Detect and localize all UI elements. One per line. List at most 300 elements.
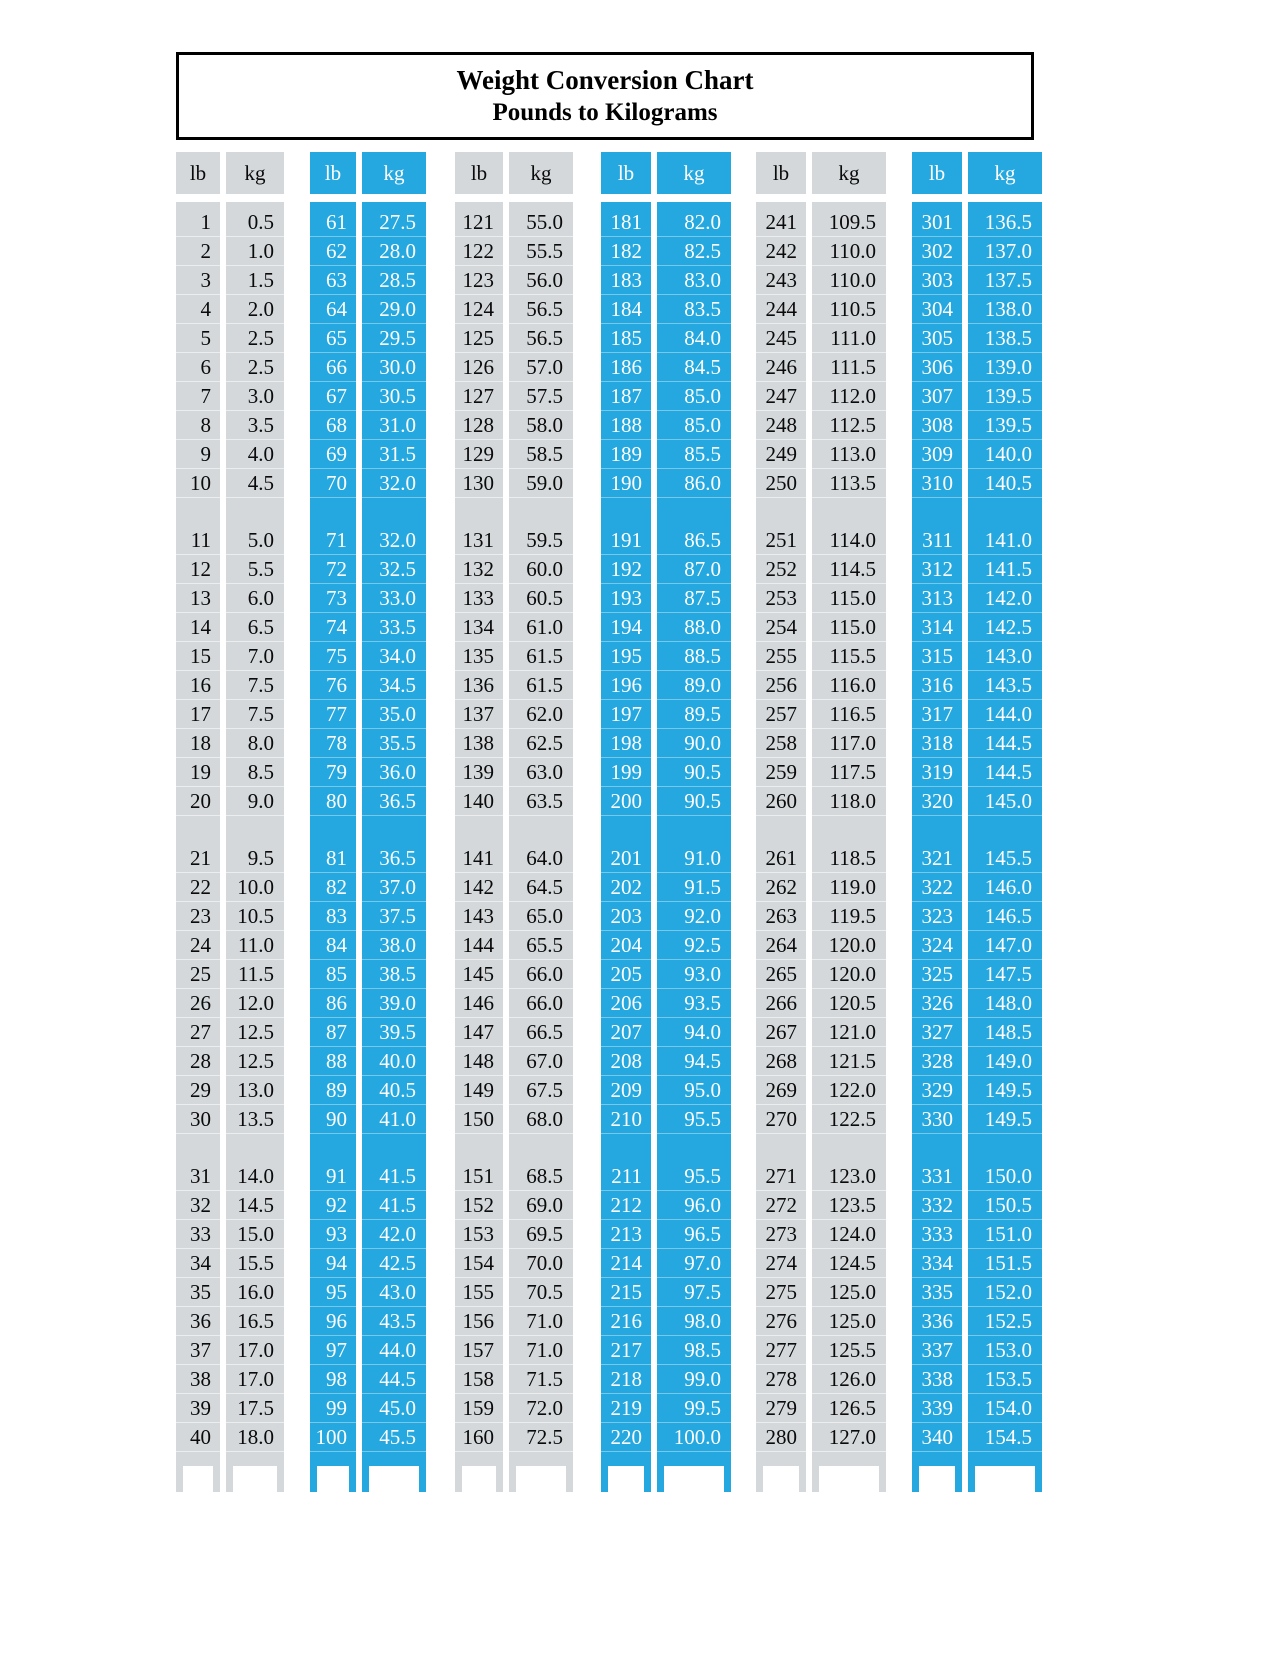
title-box bbox=[176, 52, 1034, 140]
lb-cell: 27 bbox=[176, 1018, 220, 1047]
kg-cell: 136.5 bbox=[968, 208, 1042, 237]
kg-cell: 43.5 bbox=[362, 1307, 426, 1336]
kg-cell: 145.0 bbox=[968, 787, 1042, 816]
lb-cell: 125 bbox=[455, 324, 503, 353]
lb-cell: 191 bbox=[601, 526, 651, 555]
lb-cell: 21 bbox=[176, 844, 220, 873]
kg-strip bbox=[226, 202, 284, 1492]
lb-cell: 95 bbox=[310, 1278, 356, 1307]
lb-cell: 65 bbox=[310, 324, 356, 353]
kg-cell: 30.5 bbox=[362, 382, 426, 411]
lb-cell: 77 bbox=[310, 700, 356, 729]
lb-cell: 69 bbox=[310, 440, 356, 469]
kg-cell: 144.0 bbox=[968, 700, 1042, 729]
kg-cell: 142.5 bbox=[968, 613, 1042, 642]
column-footer-notch bbox=[317, 1466, 349, 1492]
kg-cell: 145.5 bbox=[968, 844, 1042, 873]
kg-cell: 89.5 bbox=[657, 700, 731, 729]
kg-cell: 45.0 bbox=[362, 1394, 426, 1423]
kg-cell: 44.5 bbox=[362, 1365, 426, 1394]
kg-cell: 84.0 bbox=[657, 324, 731, 353]
lb-cell: 246 bbox=[756, 353, 806, 382]
row-group bbox=[812, 208, 886, 498]
kg-cell: 89.0 bbox=[657, 671, 731, 700]
kg-cell: 115.5 bbox=[812, 642, 886, 671]
kg-header: kg bbox=[362, 152, 426, 194]
kg-cell: 137.0 bbox=[968, 237, 1042, 266]
kg-cell: 125.5 bbox=[812, 1336, 886, 1365]
lb-header: lb bbox=[912, 152, 962, 194]
kg-cell: 70.0 bbox=[509, 1249, 573, 1278]
kg-cell: 60.0 bbox=[509, 555, 573, 584]
kg-cell: 120.0 bbox=[812, 960, 886, 989]
kg-cell: 123.0 bbox=[812, 1162, 886, 1191]
lb-cell: 17 bbox=[176, 700, 220, 729]
lb-cell: 189 bbox=[601, 440, 651, 469]
kg-cell: 9.0 bbox=[226, 787, 284, 816]
column-footer bbox=[310, 1452, 356, 1492]
kg-cell: 40.5 bbox=[362, 1076, 426, 1105]
kg-cell: 9.5 bbox=[226, 844, 284, 873]
lb-column bbox=[176, 152, 220, 1492]
lb-cell: 216 bbox=[601, 1307, 651, 1336]
kg-cell: 65.0 bbox=[509, 902, 573, 931]
kg-column bbox=[812, 152, 886, 1492]
kg-header: kg bbox=[226, 152, 284, 194]
kg-cell: 55.0 bbox=[509, 208, 573, 237]
kg-cell: 70.5 bbox=[509, 1278, 573, 1307]
kg-cell: 138.0 bbox=[968, 295, 1042, 324]
lb-cell: 80 bbox=[310, 787, 356, 816]
lb-cell: 200 bbox=[601, 787, 651, 816]
lb-cell: 327 bbox=[912, 1018, 962, 1047]
kg-cell: 72.5 bbox=[509, 1423, 573, 1452]
lb-cell: 74 bbox=[310, 613, 356, 642]
kg-cell: 40.0 bbox=[362, 1047, 426, 1076]
column-footer-notch bbox=[664, 1466, 724, 1492]
kg-cell: 141.5 bbox=[968, 555, 1042, 584]
lb-cell: 314 bbox=[912, 613, 962, 642]
lb-cell: 211 bbox=[601, 1162, 651, 1191]
row-group bbox=[362, 844, 426, 1134]
lb-cell: 243 bbox=[756, 266, 806, 295]
kg-cell: 55.5 bbox=[509, 237, 573, 266]
kg-cell: 127.0 bbox=[812, 1423, 886, 1452]
column-footer bbox=[362, 1452, 426, 1492]
column-footer bbox=[657, 1452, 731, 1492]
lb-cell: 245 bbox=[756, 324, 806, 353]
row-group bbox=[657, 1162, 731, 1452]
lb-cell: 320 bbox=[912, 787, 962, 816]
lb-cell: 158 bbox=[455, 1365, 503, 1394]
lb-cell: 249 bbox=[756, 440, 806, 469]
kg-cell: 125.0 bbox=[812, 1278, 886, 1307]
lb-cell: 188 bbox=[601, 411, 651, 440]
lb-strip bbox=[756, 202, 806, 1492]
kg-cell: 144.5 bbox=[968, 729, 1042, 758]
lb-cell: 334 bbox=[912, 1249, 962, 1278]
lb-cell: 6 bbox=[176, 353, 220, 382]
kg-column bbox=[657, 152, 731, 1492]
lb-cell: 131 bbox=[455, 526, 503, 555]
lb-cell: 308 bbox=[912, 411, 962, 440]
lb-cell: 317 bbox=[912, 700, 962, 729]
lb-cell: 195 bbox=[601, 642, 651, 671]
kg-cell: 100.0 bbox=[657, 1423, 731, 1452]
kg-cell: 98.0 bbox=[657, 1307, 731, 1336]
lb-cell: 145 bbox=[455, 960, 503, 989]
lb-cell: 268 bbox=[756, 1047, 806, 1076]
lb-cell: 38 bbox=[176, 1365, 220, 1394]
kg-strip bbox=[362, 202, 426, 1492]
kg-cell: 139.0 bbox=[968, 353, 1042, 382]
lb-cell: 319 bbox=[912, 758, 962, 787]
column-pair bbox=[912, 152, 1042, 1492]
lb-cell: 205 bbox=[601, 960, 651, 989]
lb-cell: 122 bbox=[455, 237, 503, 266]
kg-cell: 68.0 bbox=[509, 1105, 573, 1134]
column-footer-notch bbox=[975, 1466, 1035, 1492]
kg-cell: 121.0 bbox=[812, 1018, 886, 1047]
lb-strip bbox=[310, 202, 356, 1492]
row-group bbox=[176, 526, 220, 816]
lb-cell: 130 bbox=[455, 469, 503, 498]
lb-cell: 309 bbox=[912, 440, 962, 469]
kg-cell: 152.0 bbox=[968, 1278, 1042, 1307]
row-group bbox=[756, 208, 806, 498]
lb-column bbox=[455, 152, 503, 1492]
lb-cell: 271 bbox=[756, 1162, 806, 1191]
kg-cell: 34.0 bbox=[362, 642, 426, 671]
lb-cell: 272 bbox=[756, 1191, 806, 1220]
lb-cell: 256 bbox=[756, 671, 806, 700]
lb-cell: 144 bbox=[455, 931, 503, 960]
kg-cell: 58.5 bbox=[509, 440, 573, 469]
lb-cell: 64 bbox=[310, 295, 356, 324]
row-group bbox=[756, 1162, 806, 1452]
column-footer-notch bbox=[819, 1466, 879, 1492]
kg-cell: 143.5 bbox=[968, 671, 1042, 700]
lb-cell: 262 bbox=[756, 873, 806, 902]
lb-cell: 209 bbox=[601, 1076, 651, 1105]
kg-cell: 67.0 bbox=[509, 1047, 573, 1076]
kg-cell: 2.5 bbox=[226, 324, 284, 353]
lb-cell: 303 bbox=[912, 266, 962, 295]
kg-cell: 92.0 bbox=[657, 902, 731, 931]
lb-cell: 206 bbox=[601, 989, 651, 1018]
kg-cell: 92.5 bbox=[657, 931, 731, 960]
kg-cell: 66.0 bbox=[509, 989, 573, 1018]
kg-cell: 32.0 bbox=[362, 526, 426, 555]
chart-subtitle: Pounds to Kilograms bbox=[492, 99, 718, 127]
lb-cell: 89 bbox=[310, 1076, 356, 1105]
kg-cell: 85.5 bbox=[657, 440, 731, 469]
column-footer-notch bbox=[763, 1466, 799, 1492]
lb-cell: 207 bbox=[601, 1018, 651, 1047]
lb-cell: 36 bbox=[176, 1307, 220, 1336]
kg-cell: 66.5 bbox=[509, 1018, 573, 1047]
lb-cell: 259 bbox=[756, 758, 806, 787]
lb-cell: 126 bbox=[455, 353, 503, 382]
kg-cell: 56.5 bbox=[509, 324, 573, 353]
kg-cell: 112.0 bbox=[812, 382, 886, 411]
kg-cell: 96.0 bbox=[657, 1191, 731, 1220]
lb-cell: 315 bbox=[912, 642, 962, 671]
kg-cell: 5.0 bbox=[226, 526, 284, 555]
row-group bbox=[509, 526, 573, 816]
lb-cell: 276 bbox=[756, 1307, 806, 1336]
lb-cell: 138 bbox=[455, 729, 503, 758]
lb-cell: 137 bbox=[455, 700, 503, 729]
kg-cell: 148.0 bbox=[968, 989, 1042, 1018]
lb-cell: 11 bbox=[176, 526, 220, 555]
row-group bbox=[362, 208, 426, 498]
kg-cell: 57.5 bbox=[509, 382, 573, 411]
lb-cell: 84 bbox=[310, 931, 356, 960]
lb-cell: 274 bbox=[756, 1249, 806, 1278]
lb-cell: 139 bbox=[455, 758, 503, 787]
lb-cell: 251 bbox=[756, 526, 806, 555]
kg-cell: 7.0 bbox=[226, 642, 284, 671]
kg-cell: 86.0 bbox=[657, 469, 731, 498]
lb-cell: 210 bbox=[601, 1105, 651, 1134]
lb-cell: 340 bbox=[912, 1423, 962, 1452]
column-footer bbox=[601, 1452, 651, 1492]
lb-cell: 321 bbox=[912, 844, 962, 873]
lb-strip bbox=[601, 202, 651, 1492]
lb-cell: 62 bbox=[310, 237, 356, 266]
lb-cell: 2 bbox=[176, 237, 220, 266]
lb-header: lb bbox=[176, 152, 220, 194]
row-group bbox=[226, 844, 284, 1134]
kg-cell: 150.5 bbox=[968, 1191, 1042, 1220]
conversion-table bbox=[176, 152, 1042, 1492]
kg-cell: 36.0 bbox=[362, 758, 426, 787]
lb-cell: 16 bbox=[176, 671, 220, 700]
column-footer-notch bbox=[233, 1466, 277, 1492]
kg-cell: 120.0 bbox=[812, 931, 886, 960]
kg-header: kg bbox=[657, 152, 731, 194]
kg-cell: 29.5 bbox=[362, 324, 426, 353]
lb-cell: 280 bbox=[756, 1423, 806, 1452]
lb-cell: 208 bbox=[601, 1047, 651, 1076]
kg-cell: 17.5 bbox=[226, 1394, 284, 1423]
kg-cell: 118.0 bbox=[812, 787, 886, 816]
column-footer bbox=[756, 1452, 806, 1492]
row-group bbox=[362, 526, 426, 816]
row-group bbox=[912, 526, 962, 816]
lb-cell: 322 bbox=[912, 873, 962, 902]
lb-cell: 279 bbox=[756, 1394, 806, 1423]
kg-cell: 88.5 bbox=[657, 642, 731, 671]
lb-cell: 301 bbox=[912, 208, 962, 237]
lb-cell: 35 bbox=[176, 1278, 220, 1307]
lb-cell: 70 bbox=[310, 469, 356, 498]
lb-cell: 81 bbox=[310, 844, 356, 873]
kg-cell: 17.0 bbox=[226, 1336, 284, 1365]
kg-cell: 99.0 bbox=[657, 1365, 731, 1394]
lb-cell: 330 bbox=[912, 1105, 962, 1134]
lb-cell: 338 bbox=[912, 1365, 962, 1394]
kg-cell: 27.5 bbox=[362, 208, 426, 237]
kg-cell: 28.5 bbox=[362, 266, 426, 295]
lb-cell: 133 bbox=[455, 584, 503, 613]
lb-cell: 32 bbox=[176, 1191, 220, 1220]
kg-cell: 125.0 bbox=[812, 1307, 886, 1336]
kg-cell: 119.0 bbox=[812, 873, 886, 902]
kg-strip bbox=[812, 202, 886, 1492]
lb-cell: 14 bbox=[176, 613, 220, 642]
lb-cell: 29 bbox=[176, 1076, 220, 1105]
lb-cell: 306 bbox=[912, 353, 962, 382]
column-footer-notch bbox=[369, 1466, 419, 1492]
lb-cell: 311 bbox=[912, 526, 962, 555]
kg-cell: 5.5 bbox=[226, 555, 284, 584]
column-footer bbox=[509, 1452, 573, 1492]
lb-cell: 68 bbox=[310, 411, 356, 440]
lb-cell: 151 bbox=[455, 1162, 503, 1191]
kg-cell: 115.0 bbox=[812, 613, 886, 642]
kg-cell: 41.0 bbox=[362, 1105, 426, 1134]
lb-cell: 201 bbox=[601, 844, 651, 873]
kg-cell: 31.0 bbox=[362, 411, 426, 440]
kg-cell: 115.0 bbox=[812, 584, 886, 613]
lb-cell: 132 bbox=[455, 555, 503, 584]
lb-cell: 155 bbox=[455, 1278, 503, 1307]
kg-cell: 39.5 bbox=[362, 1018, 426, 1047]
kg-cell: 82.5 bbox=[657, 237, 731, 266]
lb-cell: 333 bbox=[912, 1220, 962, 1249]
row-group bbox=[455, 844, 503, 1134]
kg-cell: 64.5 bbox=[509, 873, 573, 902]
lb-cell: 184 bbox=[601, 295, 651, 324]
column-footer bbox=[968, 1452, 1042, 1492]
lb-cell: 91 bbox=[310, 1162, 356, 1191]
kg-cell: 43.0 bbox=[362, 1278, 426, 1307]
lb-cell: 218 bbox=[601, 1365, 651, 1394]
kg-cell: 114.0 bbox=[812, 526, 886, 555]
lb-cell: 148 bbox=[455, 1047, 503, 1076]
row-group bbox=[601, 208, 651, 498]
lb-cell: 71 bbox=[310, 526, 356, 555]
kg-cell: 149.0 bbox=[968, 1047, 1042, 1076]
kg-cell: 139.5 bbox=[968, 411, 1042, 440]
kg-cell: 83.5 bbox=[657, 295, 731, 324]
column-pair bbox=[310, 152, 426, 1492]
kg-cell: 111.0 bbox=[812, 324, 886, 353]
lb-cell: 79 bbox=[310, 758, 356, 787]
lb-cell: 8 bbox=[176, 411, 220, 440]
lb-cell: 265 bbox=[756, 960, 806, 989]
lb-cell: 85 bbox=[310, 960, 356, 989]
kg-cell: 140.0 bbox=[968, 440, 1042, 469]
lb-header: lb bbox=[310, 152, 356, 194]
kg-cell: 90.5 bbox=[657, 787, 731, 816]
lb-cell: 147 bbox=[455, 1018, 503, 1047]
kg-cell: 57.0 bbox=[509, 353, 573, 382]
lb-cell: 96 bbox=[310, 1307, 356, 1336]
lb-cell: 22 bbox=[176, 873, 220, 902]
row-group bbox=[455, 208, 503, 498]
lb-cell: 24 bbox=[176, 931, 220, 960]
lb-strip bbox=[912, 202, 962, 1492]
kg-cell: 90.0 bbox=[657, 729, 731, 758]
row-group bbox=[912, 1162, 962, 1452]
row-group bbox=[176, 1162, 220, 1452]
lb-cell: 197 bbox=[601, 700, 651, 729]
kg-cell: 121.5 bbox=[812, 1047, 886, 1076]
kg-cell: 153.0 bbox=[968, 1336, 1042, 1365]
kg-cell: 122.0 bbox=[812, 1076, 886, 1105]
lb-cell: 13 bbox=[176, 584, 220, 613]
kg-cell: 6.5 bbox=[226, 613, 284, 642]
lb-cell: 331 bbox=[912, 1162, 962, 1191]
lb-cell: 25 bbox=[176, 960, 220, 989]
kg-cell: 124.5 bbox=[812, 1249, 886, 1278]
lb-column bbox=[310, 152, 356, 1492]
lb-cell: 186 bbox=[601, 353, 651, 382]
kg-cell: 97.5 bbox=[657, 1278, 731, 1307]
kg-cell: 16.0 bbox=[226, 1278, 284, 1307]
column-pair bbox=[176, 152, 284, 1492]
lb-header: lb bbox=[455, 152, 503, 194]
kg-cell: 4.5 bbox=[226, 469, 284, 498]
kg-cell: 39.0 bbox=[362, 989, 426, 1018]
kg-cell: 32.0 bbox=[362, 469, 426, 498]
lb-cell: 196 bbox=[601, 671, 651, 700]
kg-cell: 18.0 bbox=[226, 1423, 284, 1452]
row-group bbox=[509, 1162, 573, 1452]
lb-cell: 266 bbox=[756, 989, 806, 1018]
lb-column bbox=[912, 152, 962, 1492]
lb-cell: 160 bbox=[455, 1423, 503, 1452]
lb-cell: 121 bbox=[455, 208, 503, 237]
column-pair bbox=[601, 152, 731, 1492]
lb-cell: 97 bbox=[310, 1336, 356, 1365]
kg-cell: 90.5 bbox=[657, 758, 731, 787]
kg-cell: 61.0 bbox=[509, 613, 573, 642]
row-group bbox=[455, 1162, 503, 1452]
lb-cell: 332 bbox=[912, 1191, 962, 1220]
kg-cell: 37.0 bbox=[362, 873, 426, 902]
lb-cell: 88 bbox=[310, 1047, 356, 1076]
kg-cell: 42.5 bbox=[362, 1249, 426, 1278]
kg-cell: 62.5 bbox=[509, 729, 573, 758]
lb-cell: 335 bbox=[912, 1278, 962, 1307]
lb-cell: 212 bbox=[601, 1191, 651, 1220]
kg-cell: 147.0 bbox=[968, 931, 1042, 960]
kg-cell: 17.0 bbox=[226, 1365, 284, 1394]
kg-cell: 56.0 bbox=[509, 266, 573, 295]
kg-cell: 91.0 bbox=[657, 844, 731, 873]
kg-cell: 42.0 bbox=[362, 1220, 426, 1249]
lb-cell: 217 bbox=[601, 1336, 651, 1365]
kg-cell: 15.0 bbox=[226, 1220, 284, 1249]
lb-cell: 98 bbox=[310, 1365, 356, 1394]
kg-cell: 7.5 bbox=[226, 671, 284, 700]
lb-cell: 247 bbox=[756, 382, 806, 411]
row-group bbox=[657, 844, 731, 1134]
kg-cell: 126.0 bbox=[812, 1365, 886, 1394]
lb-cell: 241 bbox=[756, 208, 806, 237]
lb-cell: 28 bbox=[176, 1047, 220, 1076]
lb-cell: 140 bbox=[455, 787, 503, 816]
lb-strip bbox=[176, 202, 220, 1492]
lb-cell: 213 bbox=[601, 1220, 651, 1249]
kg-cell: 7.5 bbox=[226, 700, 284, 729]
lb-cell: 34 bbox=[176, 1249, 220, 1278]
kg-cell: 62.0 bbox=[509, 700, 573, 729]
